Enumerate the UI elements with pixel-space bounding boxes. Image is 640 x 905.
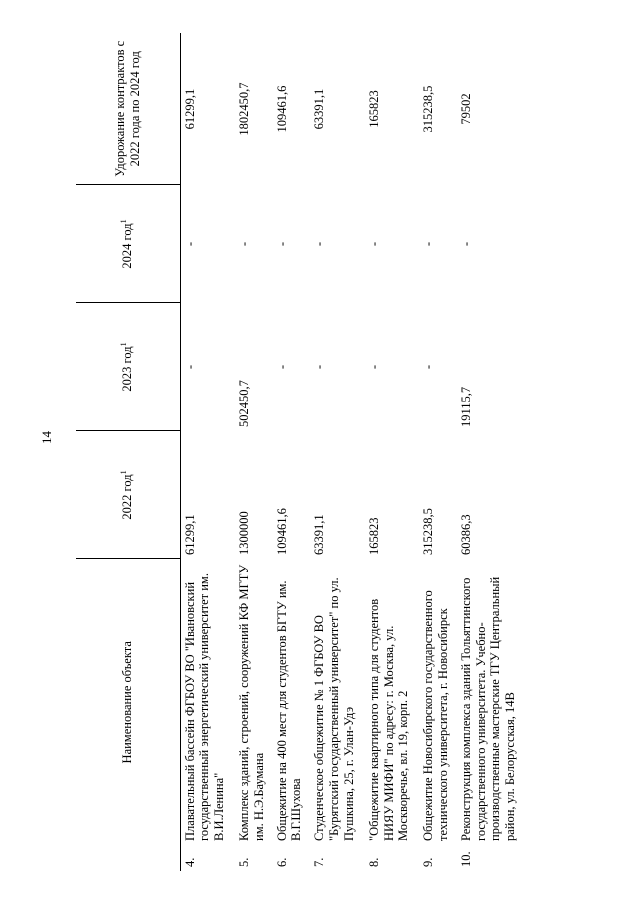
table-row bbox=[365, 33, 419, 871]
header-2024 bbox=[76, 185, 180, 303]
value-2022: 1300000 bbox=[236, 511, 251, 555]
rotated-table-container bbox=[76, 33, 528, 871]
table-header-row bbox=[76, 33, 180, 871]
table-row bbox=[273, 33, 311, 871]
table-row bbox=[457, 33, 528, 871]
row-number: 6. bbox=[274, 857, 289, 867]
row-number: 5. bbox=[236, 857, 251, 867]
value-increase: 1802450,7 bbox=[236, 82, 251, 136]
value-increase: 61299,1 bbox=[182, 88, 197, 130]
object-name: Плавательный бассейн ФГБОУ ВО "Ивановский государственный энергетический университет им. В.И.Ленина" bbox=[182, 573, 226, 841]
value-increase: 63391,1 bbox=[312, 88, 327, 130]
value-2024: - bbox=[236, 241, 251, 247]
value-2023: 19115,7 bbox=[458, 386, 473, 427]
value-2023: - bbox=[421, 364, 436, 370]
value-2024: - bbox=[421, 241, 436, 247]
value-increase: 79502 bbox=[458, 93, 473, 125]
value-2022: 315238,5 bbox=[421, 508, 436, 555]
value-2023: - bbox=[312, 364, 327, 370]
value-2022: 63391,1 bbox=[312, 514, 327, 555]
value-increase: 165823 bbox=[366, 90, 381, 128]
value-2022: 109461,6 bbox=[274, 508, 289, 555]
value-2023: 502450,7 bbox=[236, 380, 251, 427]
table-row bbox=[310, 33, 364, 871]
value-2022: 61299,1 bbox=[182, 514, 197, 555]
objects-table bbox=[76, 33, 528, 871]
value-2024: - bbox=[182, 241, 197, 247]
row-number: 7. bbox=[312, 857, 327, 867]
value-2022: 165823 bbox=[366, 517, 381, 555]
table-row bbox=[235, 33, 273, 871]
header-2024-label: 2024 год bbox=[120, 223, 135, 269]
object-name: Общежитие Новосибирского государственного технического университета, г. Новосибирск bbox=[421, 590, 450, 841]
object-name: Комплекс зданий, строений, сооружений КФ МГТУ им. Н.Э.Баумана bbox=[236, 564, 266, 841]
object-name: "Общежитие квартирного типа для студентов НИЯУ МИФИ" по адресу: г. Москва, ул. Москворечье, вл. 19, корп. 2 bbox=[366, 598, 411, 841]
header-2023-label: 2023 год bbox=[120, 346, 135, 392]
value-2023: - bbox=[366, 364, 381, 370]
header-2022-label: 2022 год bbox=[120, 474, 135, 520]
table-row bbox=[180, 33, 235, 871]
object-name: Реконструкция комплекса зданий Тольяттинского государственного университета. Учебно-производственные мастерские ТГУ Центральный район, ул. Белорусская, 14В bbox=[458, 576, 518, 841]
row-number: 10. bbox=[458, 851, 473, 867]
value-2023: - bbox=[274, 364, 289, 370]
row-number: 9. bbox=[421, 857, 436, 867]
value-increase: 315238,5 bbox=[421, 85, 436, 133]
header-2023 bbox=[76, 303, 180, 431]
header-object-name: Наименование объекта bbox=[76, 559, 180, 845]
footnote-mark: 1 bbox=[119, 470, 129, 475]
footnote-mark: 1 bbox=[119, 342, 129, 347]
value-2022: 60386,3 bbox=[458, 514, 473, 555]
header-num bbox=[76, 845, 180, 871]
header-cost-increase: Удорожание контрактов с 2022 года по 2024 год bbox=[76, 33, 180, 185]
object-name: Студенческое общежитие № 1 ФГБОУ ВО "Бурятский государственный университет" по ул. Пушкина, 25, г. Улан-Удэ bbox=[312, 577, 356, 841]
value-2023: - bbox=[182, 364, 197, 370]
footnote-mark: 1 bbox=[119, 219, 129, 224]
header-2022 bbox=[76, 431, 180, 559]
value-2024: - bbox=[274, 241, 289, 247]
value-increase: 109461,6 bbox=[274, 85, 289, 133]
object-name: Общежитие на 400 мест для студентов БГТУ им. В.Г.Шухова bbox=[274, 580, 304, 841]
row-number: 8. bbox=[366, 857, 381, 867]
page-number: 14 bbox=[39, 431, 54, 444]
row-number: 4. bbox=[182, 857, 197, 867]
value-2024: - bbox=[366, 241, 381, 247]
value-2024: - bbox=[458, 241, 473, 247]
value-2024: - bbox=[312, 241, 327, 247]
table-row bbox=[419, 33, 457, 871]
